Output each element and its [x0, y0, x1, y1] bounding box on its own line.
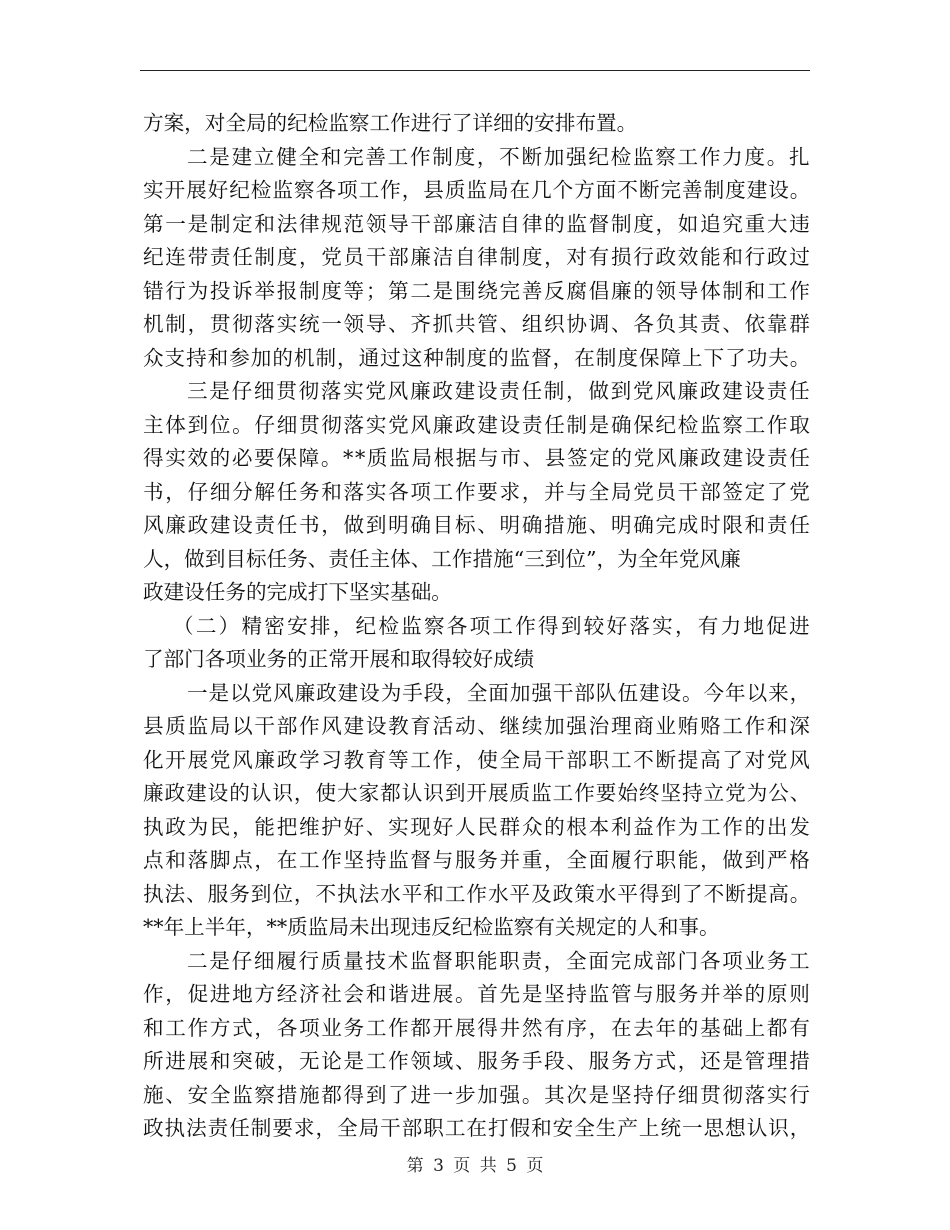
text-line: 第一是制定和法律规范领导干部廉洁自律的监督制度，如追究重大违 — [143, 211, 812, 236]
page-number: 第 3 页 共 5 页 — [406, 1156, 544, 1176]
text-line: 了部门各项业务的正常开展和取得较好成绩 — [143, 647, 535, 671]
document-body — [143, 107, 810, 1146]
text-line: （二）精密安排，纪检监察各项工作得到较好落实，有力地促进 — [173, 613, 812, 638]
text-line: 化开展党风廉政学习教育等工作，使全局干部职工不断提高了对党风 — [143, 747, 812, 772]
text-line: 二是建立健全和完善工作制度，不断加强纪检监察工作力度。扎 — [187, 144, 812, 169]
text-line: 所进展和突破，无论是工作领域、服务手段、服务方式，还是管理措 — [143, 1049, 812, 1073]
text-line: 实开展好纪检监察各项工作，县质监局在几个方面不断完善制度建设。 — [143, 178, 812, 202]
text-line: 执政为民，能把维护好、实现好人民群众的根本利益作为工作的出发 — [143, 814, 812, 839]
text-line: 主体到位。仔细贯彻落实党风廉政建设责任制是确保纪检监察工作取 — [143, 412, 812, 437]
text-line: 三是仔细贯彻落实党风廉政建设责任制，做到党风廉政建设责任 — [187, 379, 812, 403]
text-line: 施、安全监察措施都得到了进一步加强。其次是坚持仔细贯彻落实行 — [143, 1082, 812, 1107]
text-line: 政执法责任制要求，全局干部职工在打假和安全生产上统一思想认识， — [143, 1116, 812, 1140]
text-line: 和工作方式，各项业务工作都开展得井然有序，在去年的基础上都有 — [143, 1015, 812, 1040]
text-line: 机制，贯彻落实统一领导、齐抓共管、组织协调、各负其责、依靠群 — [143, 312, 812, 336]
text-line: 众支持和参加的机制，通过这种制度的监督，在制度保障上下了功夫。 — [143, 345, 812, 370]
text-line: 点和落脚点，在工作坚持监督与服务并重，全面履行职能，做到严格 — [143, 848, 812, 872]
text-line: 人，做到目标任务、责任主体、工作措施“三到位”，为全年党风廉 — [143, 546, 741, 571]
text-line: 纪连带责任制度，党员干部廉洁自律制度，对有损行政效能和行政过 — [143, 245, 812, 269]
text-line: 错行为投诉举报制度等；第二是围绕完善反腐倡廉的领导体制和工作 — [143, 278, 812, 303]
text-line: 二是仔细履行质量技术监督职能职责，全面完成部门各项业务工 — [187, 948, 812, 973]
text-line: 书，仔细分解任务和落实各项工作要求，并与全局党员干部签定了党 — [143, 479, 812, 504]
header-rule — [140, 70, 810, 71]
text-line: 方案，对全局的纪检监察工作进行了详细的安排布置。 — [143, 111, 638, 135]
text-line: 县质监局以干部作风建设教育活动、继续加强治理商业贿赂工作和深 — [143, 714, 812, 738]
text-line: 执法、服务到位，不执法水平和工作水平及政策水平得到了不断提高。 — [143, 881, 812, 906]
text-line: 得实效的必要保障。**质监局根据与市、县签定的党风廉政建设责任 — [143, 446, 812, 470]
text-line: **年上半年，**质监局未出现违反纪检监察有关规定的人和事。 — [143, 915, 720, 939]
text-line: 一是以党风廉政建设为手段，全面加强干部队伍建设。今年以来， — [187, 680, 812, 705]
text-line: 作，促进地方经济社会和谐进展。首先是坚持监管与服务并举的原则 — [143, 982, 812, 1006]
text-line: 廉政建设的认识，使大家都认识到开展质监工作要始终坚持立党为公、 — [143, 781, 812, 805]
text-line: 政建设任务的完成打下坚实基础。 — [143, 580, 452, 604]
text-line: 风廉政建设责任书，做到明确目标、明确措施、明确完成时限和责任 — [143, 513, 812, 537]
